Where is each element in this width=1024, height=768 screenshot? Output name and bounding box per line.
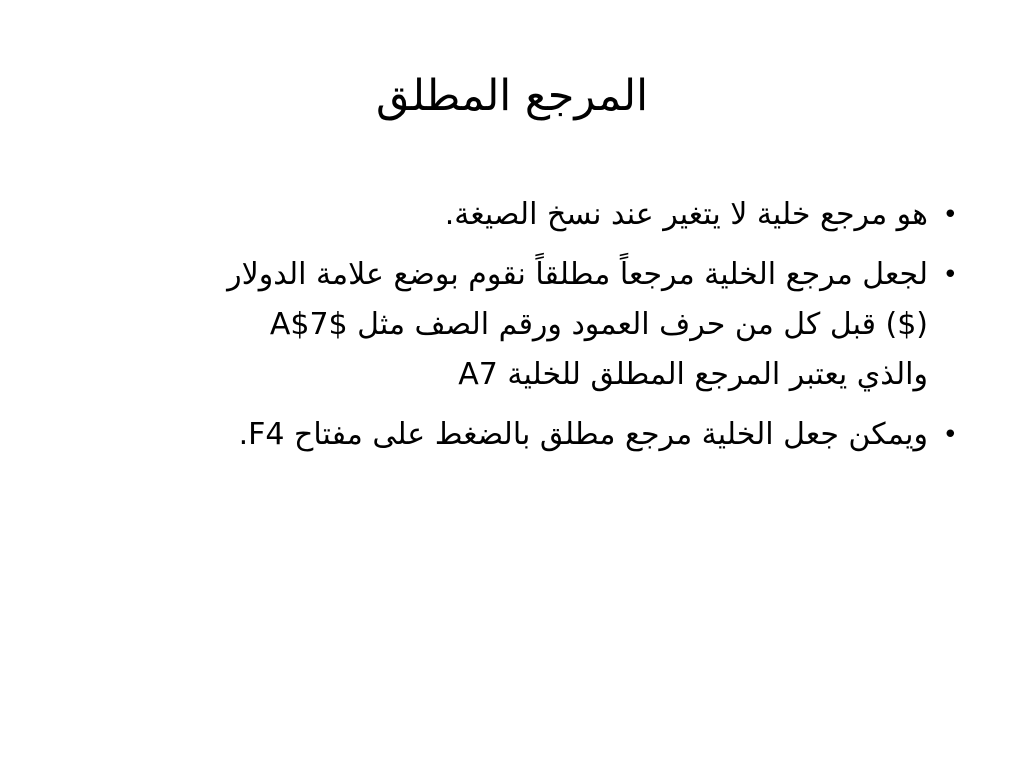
bullet-icon: •: [942, 200, 958, 230]
bullet-line: ويمكن جعل الخلية مرجع مطلق بالضغط على مفتاح F4.: [238, 417, 928, 452]
bullet-item-2: [88, 250, 958, 400]
bullet-line: ($) قبل كل من حرف العمود ورقم الصف مثل $A$7: [269, 307, 928, 342]
bullet-item-3: [88, 410, 958, 460]
bullet-line: لجعل مرجع الخلية مرجعاً مطلقاً نقوم بوضع علامة الدولار: [227, 257, 928, 292]
bullet-line: هو مرجع خلية لا يتغير عند نسخ الصيغة.: [444, 197, 928, 232]
bullet-icon: •: [942, 420, 958, 450]
bullet-item-1: [88, 190, 958, 240]
slide-title: المرجع المطلق: [375, 71, 649, 121]
bullet-list: [88, 190, 958, 470]
bullet-icon: •: [942, 260, 958, 290]
bullet-line: والذي يعتبر المرجع المطلق للخلية A7: [458, 357, 928, 392]
